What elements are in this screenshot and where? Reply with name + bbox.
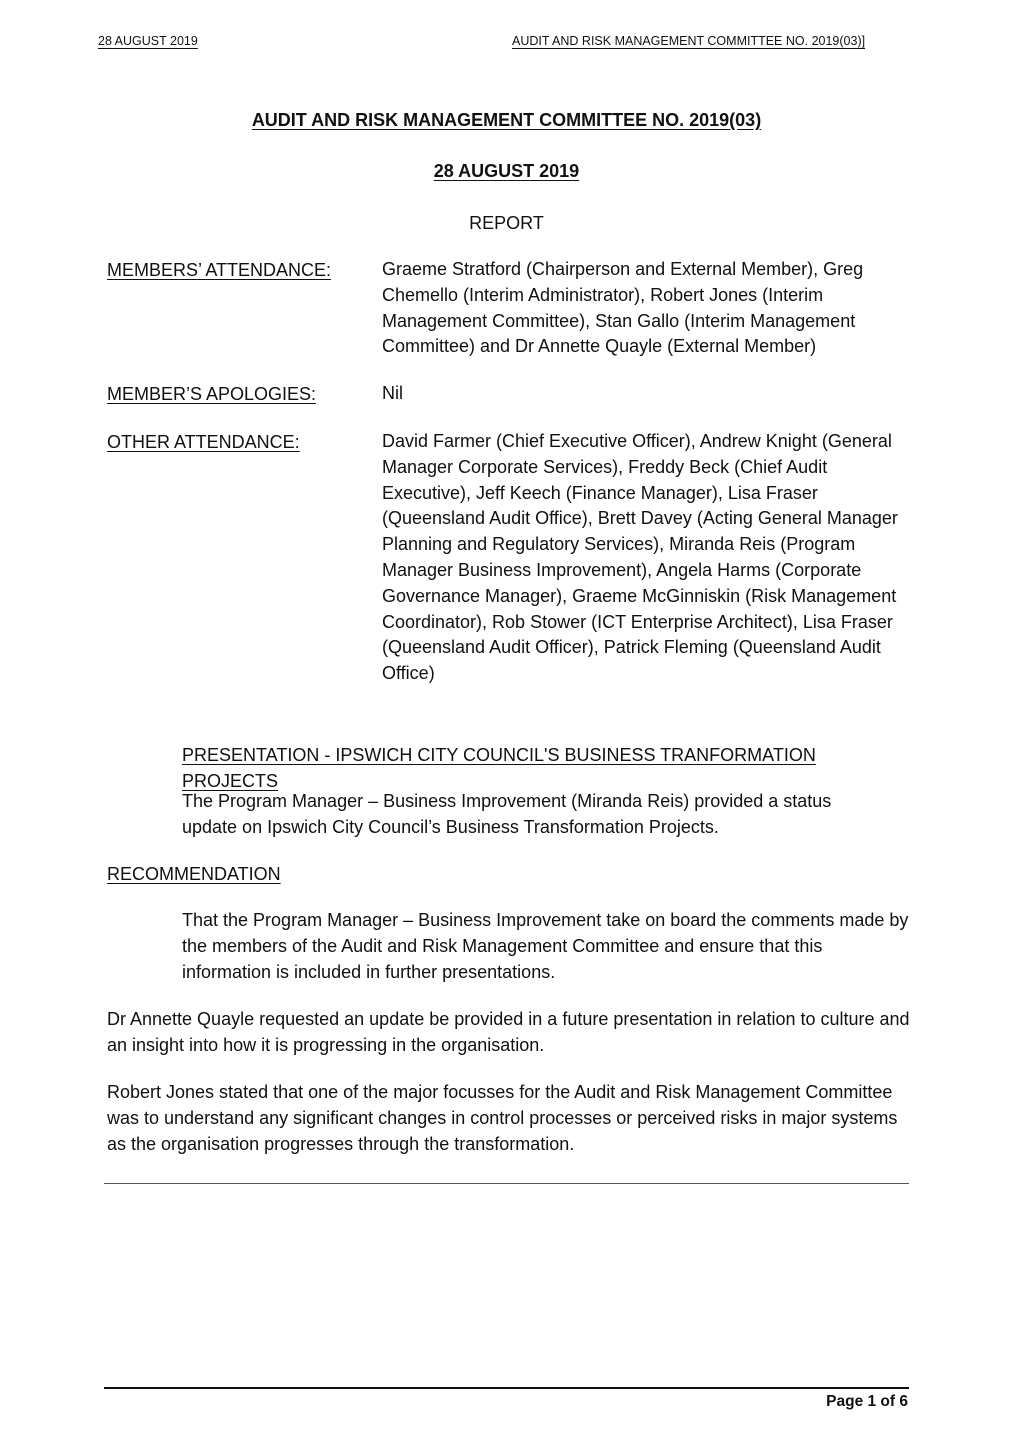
- page-number: Page 1 of 6: [826, 1393, 908, 1410]
- document-subtitle: REPORT: [469, 213, 544, 233]
- presentation-heading: PRESENTATION - IPSWICH CITY COUNCIL'S BUSINESS TRANFORMATION PROJECTS: [182, 745, 816, 791]
- header-date: 28 AUGUST 2019: [98, 34, 198, 48]
- other-attendance-label: OTHER ATTENDANCE:: [107, 432, 300, 452]
- document-date-text: 28 AUGUST 2019: [433, 161, 580, 181]
- presentation-body: The Program Manager – Business Improvement (Miranda Reis) provided a status update on Ipswich City Council’s Business Transformation Projects.: [182, 791, 832, 837]
- note-paragraph: Robert Jones stated that one of the major focusses for the Audit and Risk Management Committee was to understand any significant changes in control processes or perceived risks in major systems as the organisation progresses through the transformation.: [107, 1082, 898, 1154]
- recommendation-heading: RECOMMENDATION: [107, 864, 281, 884]
- section-divider: [104, 1183, 909, 1184]
- member-apologies-label: MEMBER’S APOLOGIES:: [107, 384, 317, 404]
- footer-rule: [104, 1387, 909, 1389]
- other-attendance-value: David Farmer (Chief Executive Officer), Andrew Knight (General Manager Corporate Services), Freddy Beck (Chief Audit Executive), Jeff Keech (Finance Manager), Lisa Fraser (Queensland Audit Office), Brett Davey (Acting General Manager Planning and Regulatory Services), Miranda Reis (Program Manager Business Improvement), Angela Harms (Corporate Governance Manager), Graeme McGinniskin (Risk Management Coordinator), Rob Stower (ICT Enterprise Architect), Lisa Fraser (Queensland Audit Officer), Patrick Fleming (Queensland Audit Office): [382, 431, 898, 684]
- document-title: [0, 110, 1013, 131]
- member-apologies-value: Nil: [382, 383, 403, 403]
- members-attendance-value: Graeme Stratford (Chairperson and External Member), Greg Chemello (Interim Administrator), Robert Jones (Interim Management Committee), Stan Gallo (Interim Management Committee) and Dr Annette Quayle (External Member): [382, 259, 864, 357]
- header-committee: AUDIT AND RISK MANAGEMENT COMMITTEE NO. 2019(03)]: [512, 34, 866, 48]
- members-attendance-label: MEMBERS’ ATTENDANCE:: [107, 260, 332, 280]
- note-paragraph: Dr Annette Quayle requested an update be provided in a future presentation in relation to culture and an insight into how it is progressing in the organisation.: [107, 1009, 910, 1055]
- document-title-text: AUDIT AND RISK MANAGEMENT COMMITTEE NO. 2019(03): [251, 110, 762, 130]
- document-date: [0, 161, 1013, 182]
- recommendation-body: That the Program Manager – Business Improvement take on board the comments made by the members of the Audit and Risk Management Committee and ensure that this information is included in further presentations.: [182, 910, 909, 982]
